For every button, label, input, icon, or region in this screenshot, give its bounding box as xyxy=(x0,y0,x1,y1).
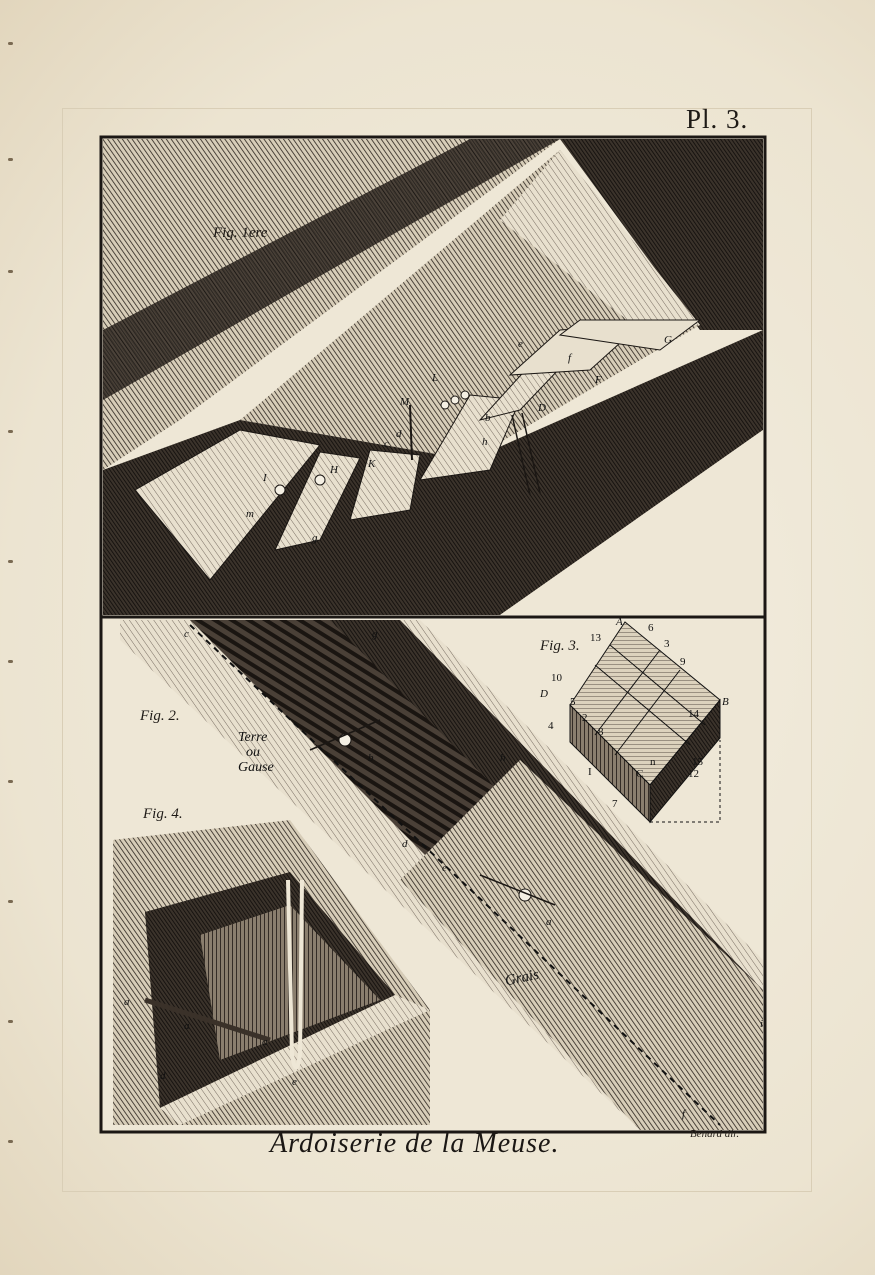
fig1-letter: F xyxy=(595,374,602,386)
fig1-letter: I xyxy=(263,472,267,484)
fig3-number: 10 xyxy=(551,672,562,684)
fig3-label: Fig. 3. xyxy=(540,638,580,654)
fig2-letter: i xyxy=(760,1018,764,1030)
fig2-letter: g xyxy=(372,628,378,640)
fig4-letter: a xyxy=(184,1020,190,1032)
fig1-letter: M xyxy=(400,396,410,408)
fig3-number: C xyxy=(636,768,644,780)
fig3-number: 4 xyxy=(548,720,554,732)
fig3-letter: D xyxy=(540,688,548,700)
terre-word: Terre xyxy=(238,730,268,745)
ou-word: ou xyxy=(246,745,260,760)
fig4-letter: d xyxy=(160,1070,166,1082)
fig2-letter: a xyxy=(546,916,552,928)
fig2-terre-label xyxy=(238,730,274,775)
fig3-number: 9 xyxy=(680,656,686,668)
fig3-number: I xyxy=(588,766,592,778)
fig1-letter: L xyxy=(432,372,439,384)
plate-number: Pl. 3. xyxy=(686,104,749,134)
fig4-letter: e xyxy=(292,1076,297,1088)
fig3-number: 13 xyxy=(590,632,601,644)
fig1-letter: G xyxy=(664,334,672,346)
plate-title: Ardoiserie de la Meuse. xyxy=(270,1128,560,1159)
fig3-letter: A xyxy=(616,616,623,628)
fig3-number: n xyxy=(650,756,656,768)
fig1-letter: D xyxy=(538,402,546,414)
fig4-label: Fig. 4. xyxy=(143,806,183,822)
fig2-grais-label: Grais xyxy=(503,966,541,990)
fig2-label: Fig. 2. xyxy=(140,708,180,724)
fig2-letter: e xyxy=(442,862,447,874)
engraver-credit: Benard dir. xyxy=(690,1128,740,1140)
fig1-letter: e xyxy=(518,338,523,350)
fig3-number: 8 xyxy=(598,726,604,738)
gause-word: Gause xyxy=(238,760,274,775)
fig1-letter: d xyxy=(396,428,402,440)
fig3-number: 12 xyxy=(688,768,699,780)
fig2-letter: f xyxy=(682,1108,686,1120)
fig1-letter: K xyxy=(368,458,376,470)
fig1-letter: g xyxy=(312,532,318,544)
fig2-letter: c xyxy=(184,628,189,640)
fig2-letter: h xyxy=(500,752,506,764)
fig4-letter: a xyxy=(262,1036,268,1048)
fig1-letter: f xyxy=(568,352,572,364)
fig1-label: Fig. 1ere xyxy=(213,225,268,241)
fig3-number: 14 xyxy=(688,708,699,720)
fig3-number: 7 xyxy=(612,798,618,810)
fig3-number: 3 xyxy=(664,638,670,650)
fig2-letter: d xyxy=(402,838,408,850)
fig3-number: 15 xyxy=(692,756,703,768)
fig3-number: 2 xyxy=(582,712,588,724)
fig2-letter: b xyxy=(368,752,374,764)
fig4-letter: a xyxy=(124,996,130,1008)
fig1-letter: m xyxy=(246,508,254,520)
fig1-letter: H xyxy=(330,464,338,476)
fig3-number: 6 xyxy=(648,622,654,634)
fig1-letter: b xyxy=(485,412,491,424)
fig3-letter: B xyxy=(722,696,729,708)
fig3-number: 5 xyxy=(570,696,576,708)
fig1-letter: h xyxy=(482,436,488,448)
fig1-letter: c xyxy=(384,438,389,450)
